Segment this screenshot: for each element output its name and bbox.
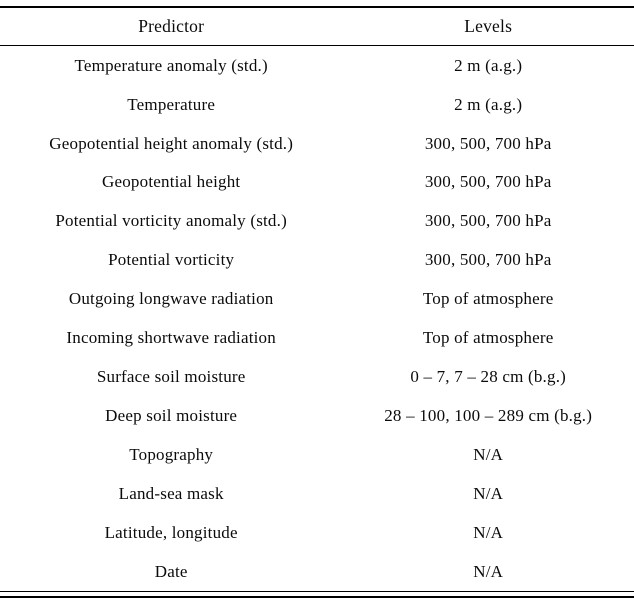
table-row [0, 396, 634, 435]
predictor-cell: Topography [129, 444, 214, 464]
predictor-cell: Land-sea mask [118, 483, 224, 503]
levels-cell: 2 m (a.g.) [454, 55, 523, 75]
predictor-cell: Date [154, 561, 188, 581]
levels-cell: N/A [473, 444, 504, 464]
levels-cell: 300, 500, 700 hPa [424, 250, 552, 270]
levels-cell: 300, 500, 700 hPa [424, 172, 552, 192]
predictor-cell: Temperature [127, 94, 216, 114]
predictor-cell: Potential vorticity [108, 250, 235, 270]
table-row [0, 318, 634, 357]
predictor-cell: Temperature anomaly (std.) [74, 55, 268, 75]
levels-cell: Top of atmosphere [422, 328, 554, 348]
table-row [0, 357, 634, 396]
levels-cell: 300, 500, 700 hPa [424, 133, 552, 153]
table-row [0, 124, 634, 163]
predictor-cell: Incoming shortwave radiation [66, 328, 276, 348]
table-row [0, 163, 634, 202]
table-row [0, 46, 634, 85]
levels-cell: 300, 500, 700 hPa [424, 211, 552, 231]
levels-cell: N/A [473, 483, 504, 503]
table-body [0, 46, 634, 591]
table-bottom-rule-lower [0, 596, 634, 598]
levels-cell: Top of atmosphere [422, 289, 554, 309]
table-row [0, 85, 634, 124]
levels-cell: 0 – 7, 7 – 28 cm (b.g.) [410, 367, 567, 387]
table-row [0, 202, 634, 241]
predictor-cell: Surface soil moisture [96, 367, 246, 387]
predictor-cell: Geopotential height anomaly (std.) [49, 133, 294, 153]
column-header-predictor: Predictor [138, 16, 205, 37]
column-header-levels: Levels [464, 16, 513, 37]
predictor-cell: Geopotential height [102, 172, 241, 192]
predictor-cell: Latitude, longitude [104, 522, 238, 542]
predictor-cell: Deep soil moisture [105, 405, 238, 425]
table-row [0, 241, 634, 280]
table-row [0, 552, 634, 591]
predictor-cell: Potential vorticity anomaly (std.) [55, 211, 287, 231]
table-row [0, 513, 634, 552]
levels-cell: N/A [473, 561, 504, 581]
levels-cell: N/A [473, 522, 504, 542]
levels-cell: 2 m (a.g.) [454, 94, 523, 114]
table-row [0, 280, 634, 319]
predictor-cell: Outgoing longwave radiation [68, 289, 274, 309]
table-row [0, 435, 634, 474]
table-row [0, 474, 634, 513]
levels-cell: 28 – 100, 100 – 289 cm (b.g.) [384, 405, 593, 425]
table-header-row [0, 8, 634, 45]
